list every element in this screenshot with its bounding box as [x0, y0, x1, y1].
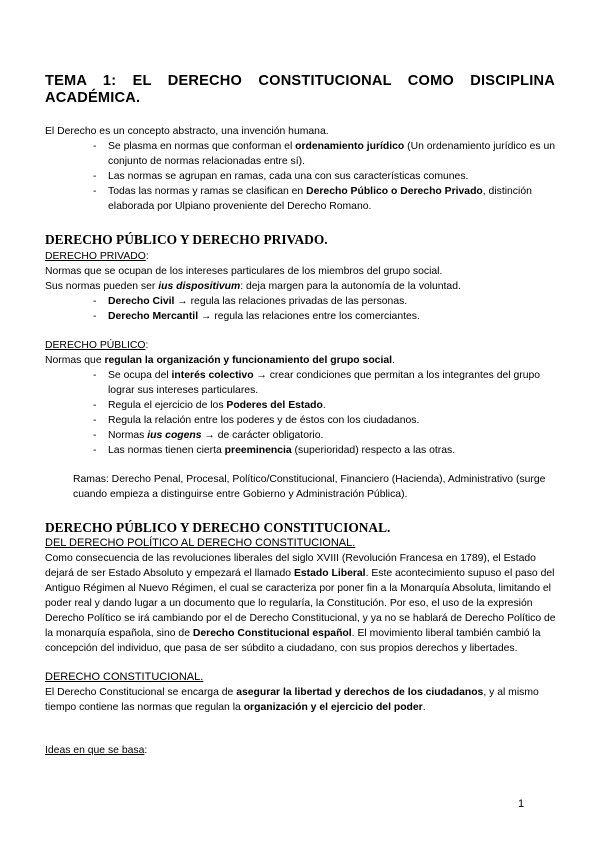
- section-publico-privado: [45, 232, 560, 502]
- ramas-text: Ramas: Derecho Penal, Procesal, Político/Constitucional, Financiero (Hacienda), Administrativo (surge cuando empieza a distinguirse entre Gobierno y Administración Pública).: [73, 474, 546, 500]
- publico-line-1: Normas que regulan la organización y funcionamiento del grupo social.: [45, 355, 395, 366]
- section-heading: DERECHO PÚBLICO Y DERECHO PRIVADO.: [45, 232, 328, 247]
- intro-list: [45, 139, 560, 214]
- list-item: - Todas las normas y ramas se clasifican en Derecho Público o Derecho Privado, distinción elaborada por Ulpiano proveniente del Derecho Romano.: [45, 184, 560, 214]
- list-item: - Regula la relación entre los poderes y de éstos con los ciudadanos.: [45, 413, 560, 428]
- list-item: - Las normas tienen cierta preeminencia (superioridad) respecto a las otras.: [45, 443, 560, 458]
- list-item: - Normas ius cogens → de carácter obligatorio.: [45, 428, 560, 443]
- page-number: 1: [518, 798, 525, 810]
- title-line-1: TEMA 1: EL DERECHO CONSTITUCIONAL COMO DISCIPLINA: [45, 73, 555, 89]
- privado-line-1: Normas que se ocupan de los intereses particulares de los miembros del grupo social.: [45, 266, 443, 277]
- list-item: - Se plasma en normas que conforman el ordenamiento jurídico (Un ordenamiento jurídico es un conjunto de normas relacionadas entre sí).: [45, 139, 560, 169]
- section-publico-constitucional: [45, 520, 560, 758]
- list-item: - Se ocupa del interés colectivo → crear condiciones que permitan a los integrantes del grupo lograr sus intereses particulares.: [45, 368, 560, 398]
- dc-paragraph: El Derecho Constitucional se encarga de asegurar la libertad y derechos de los ciudadanos, y al mismo tiempo contiene las normas que regulan la organización y el ejercicio del poder.: [45, 687, 539, 713]
- privado-heading: DERECHO PRIVADO:: [45, 251, 149, 262]
- privado-list: [45, 294, 560, 324]
- intro-text: El Derecho es un concepto abstracto, una invención humana.: [45, 126, 329, 137]
- section-heading: DERECHO PÚBLICO Y DERECHO CONSTITUCIONAL.: [45, 520, 391, 535]
- list-item: - Regula el ejercicio de los Poderes del Estado.: [45, 398, 560, 413]
- ideas-heading: Ideas en que se basa:: [45, 745, 148, 756]
- subheading: DEL DERECHO POLÍTICO AL DERECHO CONSTITUCIONAL.: [45, 537, 356, 549]
- intro-section: [45, 124, 560, 214]
- publico-heading: DERECHO PÚBLICO:: [45, 340, 149, 351]
- list-item: - Derecho Civil → regula las relaciones privadas de las personas.: [45, 294, 560, 309]
- title-line-2: ACADÉMICA.: [45, 90, 141, 106]
- publico-list: [45, 368, 560, 458]
- dc-heading: DERECHO CONSTITUCIONAL.: [45, 671, 204, 683]
- page-title: [45, 73, 555, 107]
- list-item: - Las normas se agrupan en ramas, cada una con sus características comunes.: [45, 169, 560, 184]
- history-paragraph: Como consecuencia de las revoluciones liberales del siglo XVIII (Revolución Francesa en 1789), el Estado dejará de ser Estado Absoluto y empezará el llamado Estado Liberal. Este acontecimiento supuso el paso del Antiguo Régimen al Nuevo Régimen, el cual se caracteriza por poner fin a la Monarquía Absoluta, limitando el poder real y dando lugar a un documento que lo regularía, la Constitución. Por eso, el uso de la expresión Derecho Político se irá cambiando por el de Derecho Constitucional, y ya no se hablará de Derecho Político de la monarquía española, sino de Derecho Constitucional español. El movimiento liberal también cambió la concepción del individuo, que pasa de ser súbdito a ciudadano, con sus propios derechos y libertades.: [45, 553, 556, 654]
- privado-line-2: Sus normas pueden ser ius dispositivum: deja margen para la autonomía de la voluntad.: [45, 281, 461, 292]
- list-item: - Derecho Mercantil → regula las relaciones entre los comerciantes.: [45, 309, 560, 324]
